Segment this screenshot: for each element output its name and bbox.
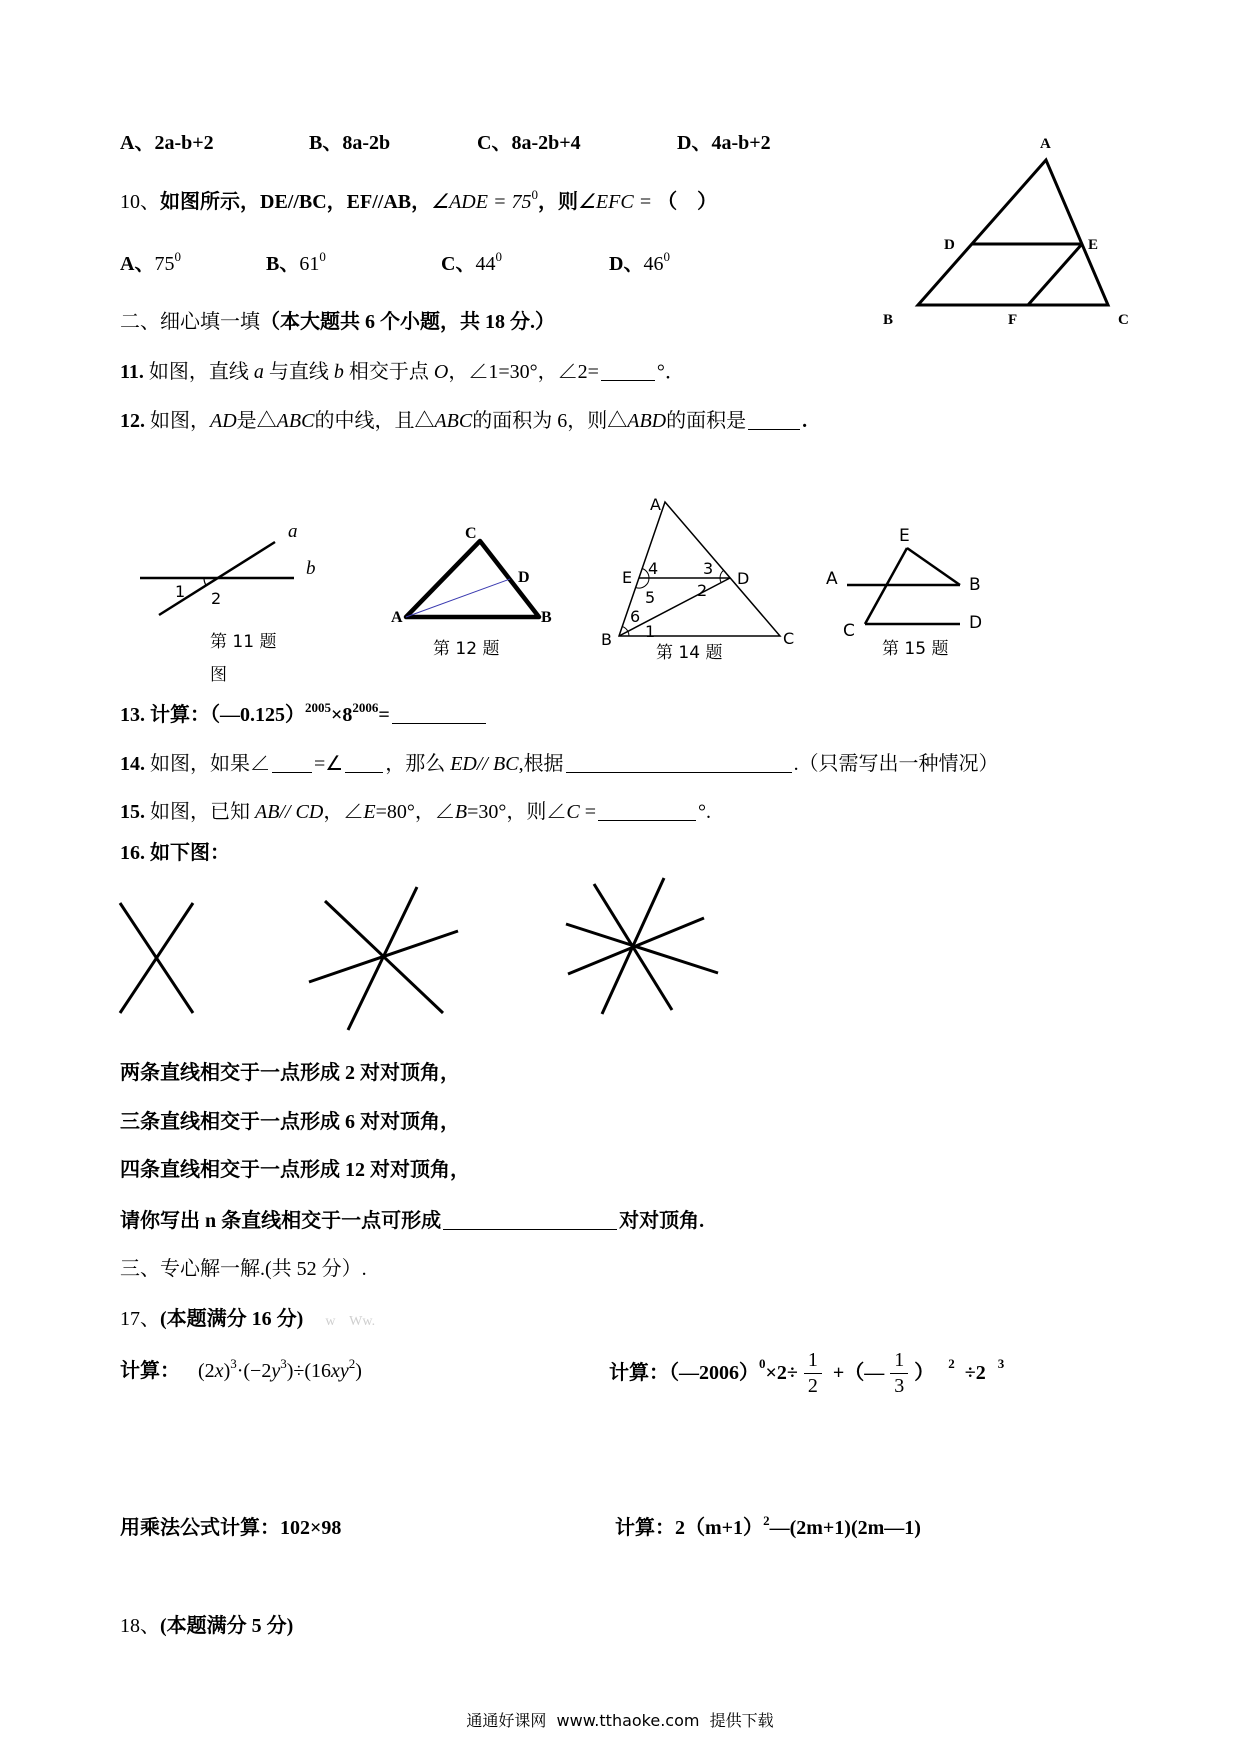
question-score: (本题满分 16 分) bbox=[160, 1308, 304, 1330]
denominator: 3 bbox=[894, 1374, 905, 1397]
statement-text: 四条直线相交于一点形成 12 对对顶角， bbox=[120, 1159, 470, 1181]
question-text: 是△ bbox=[236, 410, 277, 432]
question-number: 17、 bbox=[120, 1308, 160, 1330]
question-text: 13. 计算：（—0.125） bbox=[120, 704, 305, 726]
question-16 bbox=[120, 840, 230, 866]
label-angle-3: 3 bbox=[703, 559, 714, 578]
option-label: A、 bbox=[120, 253, 155, 275]
label-angle-5: 5 bbox=[645, 588, 656, 607]
fraction-one-half bbox=[804, 1348, 822, 1399]
statement-text: 对对顶角. bbox=[619, 1210, 705, 1232]
label-a: A bbox=[1040, 136, 1051, 152]
section-note: （本大题共 6 个小题，共 18 分.） bbox=[260, 311, 555, 333]
caption-text: 第 12 题 bbox=[433, 639, 500, 659]
figure-q10 bbox=[918, 160, 1108, 305]
calc-text: ×2÷ bbox=[765, 1362, 798, 1384]
label-a: A bbox=[391, 609, 403, 626]
label-d: D bbox=[737, 569, 750, 588]
option-value: 44 bbox=[475, 253, 496, 275]
question-text: 相交于点 bbox=[343, 361, 434, 383]
answer-blank bbox=[443, 1210, 617, 1230]
line bbox=[309, 931, 458, 982]
label-d: D bbox=[944, 237, 955, 253]
section-2-heading bbox=[120, 309, 555, 335]
label-b: B bbox=[883, 312, 894, 328]
page-footer bbox=[0, 1708, 1240, 1731]
question-text: ，那么 bbox=[385, 753, 451, 775]
figure-q16-three-lines bbox=[309, 887, 458, 1030]
question-text: =30°，则∠ bbox=[467, 801, 567, 823]
calc-text: ÷2 bbox=[954, 1362, 986, 1384]
option-text: C、8a-2b+4 bbox=[477, 132, 581, 154]
calc-text: 计算：2（m+1） bbox=[615, 1517, 764, 1539]
answer-blank bbox=[392, 704, 486, 724]
option-label: B、 bbox=[266, 253, 300, 275]
superscript: 0 bbox=[174, 249, 181, 264]
calc-label: 计算： bbox=[120, 1360, 180, 1382]
statement-text: 两条直线相交于一点形成 2 对对顶角， bbox=[120, 1062, 460, 1084]
question-number: 11. bbox=[120, 361, 144, 383]
label-b: B bbox=[969, 575, 981, 595]
numerator: 1 bbox=[804, 1348, 822, 1374]
math-var: a bbox=[253, 361, 264, 383]
math-var: xy bbox=[331, 1360, 349, 1382]
math-part: (2 bbox=[198, 1360, 215, 1382]
denominator: 2 bbox=[807, 1374, 818, 1397]
line bbox=[568, 918, 704, 974]
q10-option-b bbox=[266, 251, 326, 279]
superscript: 2005 bbox=[305, 700, 331, 715]
calc-text: 用乘法公式计算：102×98 bbox=[120, 1517, 342, 1539]
figure-q10-labels bbox=[883, 136, 1129, 328]
calc-1 bbox=[120, 1358, 362, 1386]
figure-q11-labels bbox=[175, 521, 316, 608]
question-17-heading bbox=[120, 1306, 375, 1335]
question-number: 10、 bbox=[120, 191, 160, 213]
question-score: (本题满分 5 分) bbox=[160, 1615, 294, 1637]
math-var: O bbox=[433, 361, 449, 383]
calc-text: ） bbox=[914, 1362, 935, 1384]
label-e: E bbox=[622, 568, 633, 587]
calc-2 bbox=[609, 1343, 1004, 1403]
q10-option-c bbox=[441, 251, 502, 279]
question-text: ，则 bbox=[537, 191, 578, 213]
statement-four-lines bbox=[120, 1157, 470, 1183]
option-label: D、 bbox=[609, 253, 644, 275]
math-var: b bbox=[333, 361, 344, 383]
math-parallel: AB// CD bbox=[255, 801, 324, 823]
figure-q16-two-lines bbox=[120, 903, 193, 1013]
question-text: . bbox=[802, 410, 808, 432]
question-text: 的中线，且△ bbox=[314, 410, 435, 432]
segment-eb bbox=[907, 548, 960, 585]
figure-11-caption bbox=[210, 629, 276, 655]
question-text: 如图，直线 bbox=[143, 361, 254, 383]
question-text: ×8 bbox=[331, 704, 353, 726]
answer-blank bbox=[748, 410, 800, 430]
question-10 bbox=[120, 189, 717, 217]
question-text: ，∠1=30°，∠2= bbox=[448, 361, 599, 383]
q9-option-c bbox=[477, 130, 581, 156]
angle-6-arc bbox=[622, 627, 628, 632]
label-angle-4: 4 bbox=[648, 559, 659, 578]
q9-option-a bbox=[120, 130, 214, 156]
superscript: 0 bbox=[759, 1356, 766, 1371]
option-text: D、4a-b+2 bbox=[677, 132, 771, 154]
superscript: 2 bbox=[348, 1356, 356, 1371]
option-value: 46 bbox=[643, 253, 664, 275]
label-c: C bbox=[783, 629, 795, 648]
calc-text: —(2m+1)(2m—1) bbox=[769, 1517, 921, 1539]
question-text: .（只需写出一种情况） bbox=[793, 753, 999, 775]
q9-option-b bbox=[309, 130, 390, 156]
label-line-a: a bbox=[288, 521, 298, 542]
question-number: 15. bbox=[120, 801, 145, 823]
option-text: B、8a-2b bbox=[309, 132, 391, 154]
caption-text: 第 15 题 bbox=[882, 639, 949, 659]
question-text: ，∠ bbox=[323, 801, 364, 823]
answer-blank bbox=[601, 361, 655, 381]
question-number: 18、 bbox=[120, 1615, 160, 1637]
triangle-abc bbox=[918, 160, 1108, 305]
segment-ef bbox=[1028, 244, 1082, 305]
q9-option-d bbox=[677, 130, 771, 156]
label-a: A bbox=[650, 495, 661, 514]
figure-q14-labels bbox=[601, 495, 794, 649]
math-var: C bbox=[566, 801, 580, 823]
label-b: B bbox=[541, 609, 552, 626]
q10-option-a bbox=[120, 251, 181, 279]
calc-4 bbox=[615, 1515, 921, 1543]
answer-blank bbox=[598, 801, 696, 821]
statement-three-lines bbox=[120, 1109, 460, 1135]
label-b: B bbox=[601, 630, 612, 649]
question-text: 如图，已知 bbox=[145, 801, 255, 823]
answer-blank bbox=[345, 753, 383, 773]
question-text: = bbox=[579, 801, 596, 823]
superscript: 0 bbox=[319, 249, 326, 264]
scan-noise: w Ww. bbox=[325, 1314, 376, 1329]
figure-q15 bbox=[847, 548, 960, 624]
math-var: x bbox=[214, 1360, 224, 1382]
line bbox=[348, 887, 417, 1030]
statement-text: 请你写出 n 条直线相交于一点可形成 bbox=[120, 1210, 442, 1232]
label-c: C bbox=[1118, 312, 1129, 328]
question-text: 16. 如下图： bbox=[120, 842, 230, 864]
question-text: 如图， bbox=[145, 410, 210, 432]
fraction-one-third bbox=[890, 1348, 908, 1399]
question-12 bbox=[120, 407, 807, 434]
question-18-heading bbox=[120, 1613, 293, 1639]
caption-text: 图 bbox=[210, 665, 227, 685]
statement-text: 三条直线相交于一点形成 6 对对顶角， bbox=[120, 1111, 460, 1133]
section-title: 二、细心填一填 bbox=[120, 311, 260, 333]
math-var: ABC bbox=[434, 410, 473, 432]
label-a: A bbox=[826, 569, 838, 589]
math-part: ) bbox=[223, 1360, 231, 1382]
label-angle-1: 1 bbox=[645, 622, 656, 641]
superscript: 2006 bbox=[352, 700, 379, 715]
section-3-heading bbox=[120, 1256, 367, 1282]
label-f: F bbox=[1008, 312, 1018, 328]
statement-two-lines bbox=[120, 1060, 460, 1086]
label-line-b: b bbox=[306, 558, 316, 579]
question-text: 如图所示，DE//BC，EF//AB， bbox=[160, 191, 432, 213]
superscript: 3 bbox=[230, 1356, 237, 1371]
question-text: =80°，∠ bbox=[375, 801, 455, 823]
figure-14-caption bbox=[656, 640, 722, 666]
superscript: 0 bbox=[495, 249, 502, 264]
question-text: 的面积是 bbox=[666, 410, 747, 432]
question-text: = bbox=[378, 704, 390, 726]
math-parallel: ED// BC bbox=[450, 753, 519, 775]
footer-text: 通通好课网 www.tthaoke.com 提供下载 bbox=[466, 1711, 774, 1730]
math-var: ABC bbox=[276, 410, 315, 432]
math-var: E bbox=[363, 801, 376, 823]
math-part: )÷(16 bbox=[286, 1360, 332, 1382]
figure-12-caption bbox=[433, 636, 499, 662]
figure-q12-labels bbox=[391, 525, 552, 626]
math-part: ) bbox=[355, 1360, 362, 1382]
question-11 bbox=[120, 358, 685, 385]
option-text: A、2a-b+2 bbox=[120, 132, 214, 154]
superscript: 0 bbox=[663, 249, 670, 264]
math-var: y bbox=[271, 1360, 281, 1382]
option-label: C、 bbox=[441, 253, 476, 275]
question-number: 14. bbox=[120, 753, 145, 775]
question-13 bbox=[120, 701, 488, 730]
caption-text: 第 11 题 bbox=[210, 632, 277, 652]
superscript: 2 bbox=[948, 1356, 955, 1371]
label-c: C bbox=[465, 525, 477, 542]
statement-n-lines bbox=[120, 1207, 704, 1234]
question-number: 12. bbox=[120, 410, 145, 432]
answer-blank bbox=[272, 753, 312, 773]
calc-text: 计算：（—2006） bbox=[609, 1362, 759, 1384]
question-text: =∠ bbox=[314, 753, 344, 775]
option-value: 61 bbox=[299, 253, 320, 275]
question-text: °． bbox=[656, 361, 685, 383]
angle-3-arc bbox=[720, 570, 724, 578]
line bbox=[602, 878, 664, 1014]
question-text: ,根据 bbox=[518, 753, 564, 775]
label-e: E bbox=[1088, 237, 1099, 253]
option-value: 75 bbox=[154, 253, 175, 275]
math-var: ABD bbox=[627, 410, 667, 432]
label-e: E bbox=[899, 526, 910, 546]
math-angle-ade: ∠ADE = 75 bbox=[431, 191, 532, 213]
question-text: 与直线 bbox=[263, 361, 334, 383]
q10-option-d bbox=[609, 251, 670, 279]
label-angle-1: 1 bbox=[175, 582, 186, 601]
question-15 bbox=[120, 798, 711, 825]
superscript: 0 bbox=[531, 187, 538, 202]
question-14 bbox=[120, 750, 999, 777]
numerator: 1 bbox=[890, 1348, 908, 1374]
math-var: B bbox=[454, 801, 468, 823]
answer-parentheses: （ ） bbox=[657, 191, 718, 213]
superscript: 2 bbox=[763, 1513, 770, 1528]
figure-q14 bbox=[619, 502, 780, 636]
question-text: 的面积为 6，则△ bbox=[472, 410, 628, 432]
label-angle-6: 6 bbox=[630, 607, 641, 626]
figure-11-caption-line2 bbox=[210, 662, 227, 688]
label-angle-2: 2 bbox=[211, 589, 222, 608]
question-text: °. bbox=[697, 801, 711, 823]
math-angle-efc: ∠EFC = bbox=[577, 191, 658, 213]
calc-3 bbox=[120, 1515, 341, 1541]
calc-text: +（— bbox=[827, 1362, 885, 1384]
figure-q16-four-lines bbox=[566, 878, 718, 1014]
section-title: 三、专心解一解.(共 52 分）. bbox=[120, 1258, 367, 1280]
math-part: ·(−2 bbox=[236, 1360, 272, 1382]
answer-blank bbox=[566, 753, 792, 773]
question-text: 如图，如果∠ bbox=[145, 753, 270, 775]
figure-15-caption bbox=[882, 636, 948, 662]
label-c: C bbox=[843, 621, 855, 641]
label-d: D bbox=[969, 613, 983, 633]
caption-text: 第 14 题 bbox=[656, 643, 723, 663]
math-var: AD bbox=[210, 410, 237, 432]
superscript: 3 bbox=[280, 1356, 287, 1371]
superscript: 3 bbox=[997, 1356, 1005, 1371]
label-d: D bbox=[518, 569, 530, 586]
label-angle-2: 2 bbox=[697, 581, 708, 600]
